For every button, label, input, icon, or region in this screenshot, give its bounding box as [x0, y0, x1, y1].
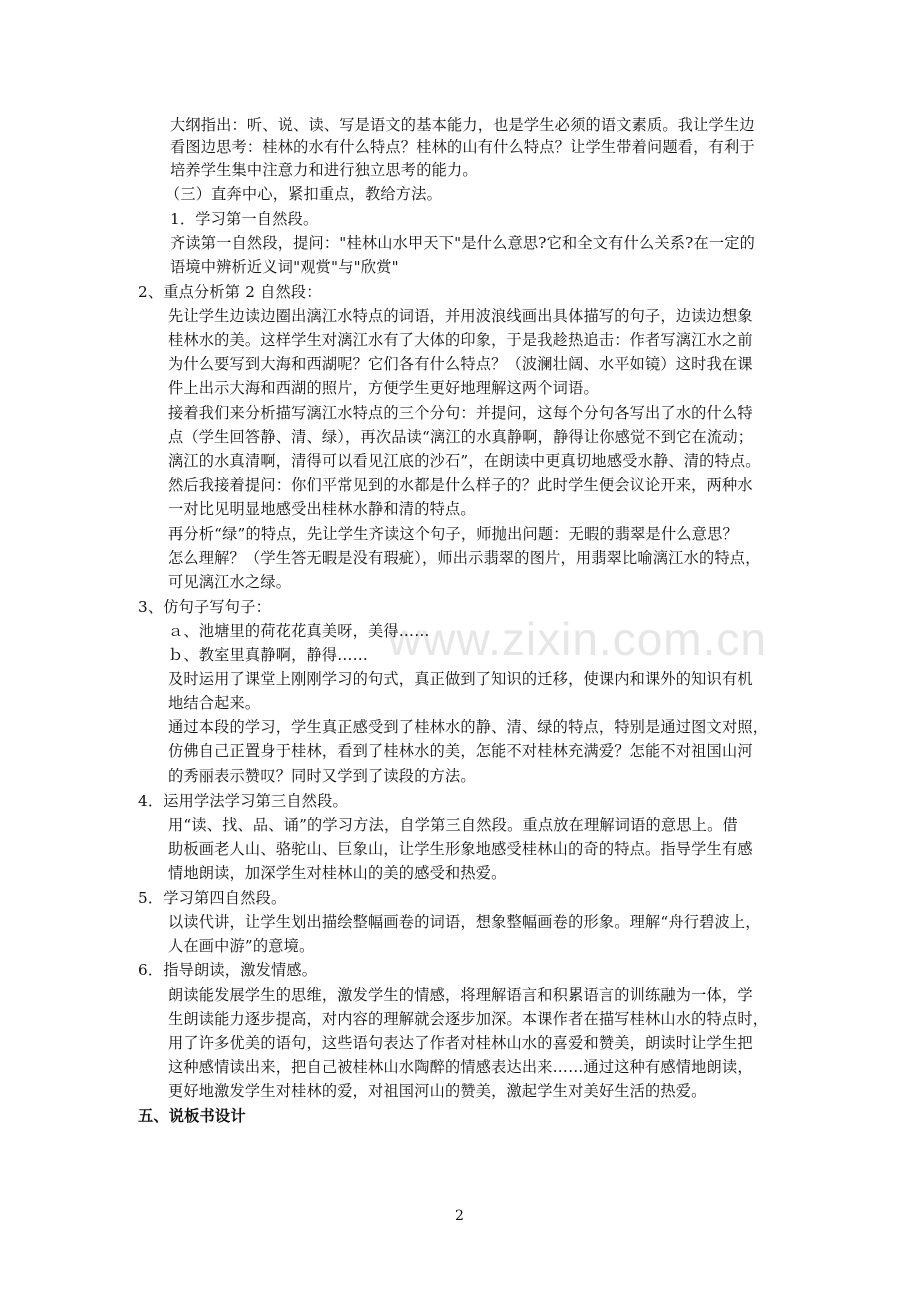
item-heading: 6．指导朗读，激发情感。: [138, 961, 318, 979]
text-line: 及时运用了课堂上刚刚学习的句式，真正做到了知识的迁移，使课内和课外的知识有机: [168, 670, 753, 688]
section-heading: （三）直奔中心，紧扣重点，教给方法。: [165, 185, 442, 203]
text-line: ｂ、教室里真静啊，静得……: [168, 646, 369, 664]
text-line: 件上出示大海和西湖的照片，方便学生更好地理解这两个词语。: [168, 379, 599, 397]
text-line: 人在画中游”的意境。: [168, 937, 315, 955]
text-line: 点（学生回答静、清、绿），再次品读“漓江的水真静啊，静得让你感觉不到它在流动；: [168, 428, 754, 446]
text-line: 生朗读能力逐步提高，对内容的理解就会逐步加深。本课作者在描写桂林山水的特点时，: [168, 1010, 769, 1028]
text-line: 通过本段的学习，学生真正感受到了桂林水的静、清、绿的特点，特别是通过图文对照，: [168, 718, 769, 736]
text-line: 用了许多优美的语句，这些语句表达了作者对桂林山水的喜爱和赞美，朗读时让学生把: [168, 1034, 753, 1052]
text-line: 可见漓江水之绿。: [168, 573, 292, 591]
text-line: 助板画老人山、骆驼山、巨象山，让学生形象地感受桂林山的奇的特点。指导学生有感: [168, 840, 753, 858]
text-line: 为什么要写到大海和西湖呢？它们各有什么特点？（波澜壮阔、水平如镜）这时我在课: [168, 355, 753, 373]
text-line: 再分析“绿”的特点，先让学生齐读这个句子，师抛出问题：无暇的翡翠是什么意思？: [168, 525, 738, 543]
text-line: 怎么理解？（学生答无暇是没有瑕疵），师出示翡翠的图片，用翡翠比喻漓江水的特点，: [168, 549, 761, 567]
text-line: 漓江的水真清啊，清得可以看见江底的沙石”，在朗读中更真切地感受水静、清的特点。: [168, 452, 761, 470]
text-line: 这种感情读出来，把自己被桂林山水陶醉的情感表达出来……通过这种有感情地朗读，: [168, 1058, 753, 1076]
text-line: 培养学生集中注意力和进行独立思考的能力。: [170, 161, 478, 179]
text-line: 语境中辨析近义词"观赏"与"欣赏": [170, 258, 399, 276]
text-line: 情地朗读，加深学生对桂林山的美的感受和热爱。: [168, 864, 507, 882]
text-line: 的秀丽表示赞叹？同时又学到了读段的方法。: [168, 767, 476, 785]
section-title: 五、说板书设计: [138, 1107, 246, 1125]
text-line: 然后我接着提问：你们平常见到的水都是什么样子的？此时学生便会议论开来，两种水: [168, 476, 753, 494]
text-line: 朗读能发展学生的思维，激发学生的情感，将理解语言和积累语言的训练融为一体，学: [168, 986, 753, 1004]
text-line: 更好地激发学生对桂林的爱，对祖国河山的赞美，激起学生对美好生活的热爱。: [168, 1082, 707, 1100]
text-line: 仿佛自己正置身于桂林，看到了桂林水的美，怎能不对桂林充满爱？怎能不对祖国山河: [168, 742, 753, 760]
item-heading: 3、仿句子写句子：: [138, 598, 271, 616]
item-heading: 5．学习第四自然段。: [138, 889, 287, 907]
item-heading: 4．运用学法学习第三自然段。: [138, 792, 348, 810]
text-line: 地结合起来。: [168, 694, 261, 712]
text-line: 一对比见明显地感受出桂林水静和清的特点。: [168, 500, 476, 518]
text-line: 先让学生边读边圈出漓江水特点的词语，并用波浪线画出具体描写的句子，边读边想象: [168, 307, 753, 325]
text-line: 以读代讲，让学生划出描绘整幅画卷的词语，想象整幅画卷的形象。理解“舟行碧波上，: [168, 913, 761, 931]
item-heading: 2、重点分析第 2 自然段：: [138, 283, 322, 301]
text-line: ａ、池塘里的荷花花真美呀，美得……: [168, 622, 430, 640]
text-line: 大纲指出：听、说、读、写是语文的基本能力，也是学生必须的语文素质。我让学生边: [170, 116, 755, 134]
item-heading: 1．学习第一自然段。: [170, 210, 319, 228]
text-line: 看图边思考：桂林的水有什么特点？桂林的山有什么特点？让学生带着问题看，有利于: [170, 138, 755, 156]
page-number: 2: [455, 1208, 464, 1224]
text-line: 接着我们来分析描写漓江水特点的三个分句：并提问，这每个分句各写出了水的什么特: [168, 404, 753, 422]
text-line: 齐读第一自然段，提问："桂林山水甲天下"是什么意思?它和全文有什么关系?在一定的: [170, 234, 756, 252]
text-line: 用“读、找、品、诵”的学习方法，自学第三自然段。重点放在理解词语的意思上。借: [168, 816, 738, 834]
text-line: 桂林水的美。这样学生对漓江水有了大体的印象，于是我趁热追击：作者写漓江水之前: [168, 331, 753, 349]
watermark: www.zixin.com.cn: [388, 613, 767, 665]
